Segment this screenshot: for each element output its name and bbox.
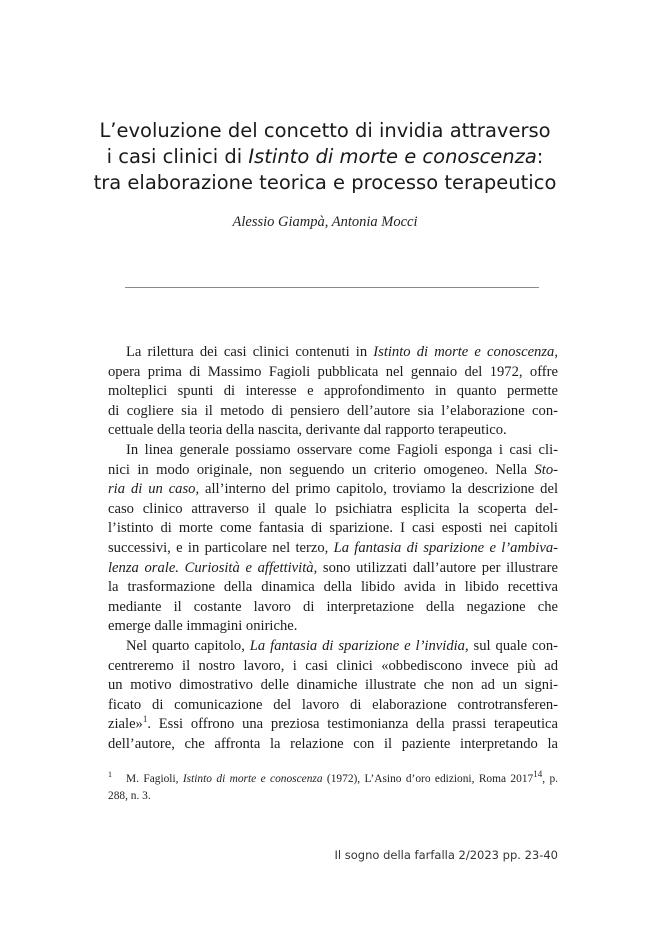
book-title: Istinto di morte e conoscenza: [248, 145, 537, 168]
text-run: M. Fagioli,: [126, 773, 183, 785]
body-line: cettuale della teoria della nascita, derivante dal rapporto terapeutico.: [108, 422, 507, 439]
footnote-line: 288, n. 3.: [108, 790, 151, 802]
body-line: l’istinto di morte come fantasia di sparizione. I casi esposti nei capitoli: [108, 520, 558, 537]
title-colon: :: [536, 145, 544, 168]
body-line: emerge dalle immagini oniriche.: [108, 618, 298, 635]
footnote-ref[interactable]: 1: [142, 714, 148, 725]
chapter-title: lenza orale. Curiosità e affettività: [108, 559, 314, 576]
paragraph-3: [108, 637, 558, 755]
paragraph-2: [108, 441, 558, 637]
text-run: Nel quarto capitolo,: [126, 637, 250, 654]
body-line: molteplici spunti di interesse e approfondimento in quanto permette: [108, 383, 558, 400]
text-run: ,: [554, 344, 558, 360]
title-line-2: [60, 144, 590, 170]
title-divider: [125, 287, 539, 288]
body-line: di cogliere sia il metodo di pensiero dell’autore sia l’elaborazione con-: [108, 402, 558, 419]
body-line: [108, 461, 558, 481]
body-line: centreremo il nostro lavoro, i casi clinici «obbediscono invece più ad: [108, 657, 558, 674]
text-run: (1972), L’Asino d’oro edizioni, Roma 2017: [322, 773, 534, 785]
body-line: dell’autore, che affronta la relazione con il paziente interpretando la: [108, 735, 558, 752]
book-title: Istinto di morte e conoscenza: [373, 344, 555, 360]
article-title: [60, 118, 590, 196]
body-line: un motivo dimostrativo delle dinamiche illustrate che non ad un signi-: [108, 677, 558, 694]
text-run: . Essi offrono una preziosa testimonianza della prassi terapeutica: [147, 716, 558, 733]
body-line: opera prima di Massimo Fagioli pubblicata nel gennaio del 1972, offre: [108, 363, 558, 380]
text-run: , all’interno del primo capitolo, troviamo la descrizione del: [195, 481, 558, 498]
title-line-1: L’evoluzione del concetto di invidia attraverso: [99, 119, 551, 142]
footnote: [108, 771, 558, 805]
text-run: ziale»: [108, 716, 143, 733]
body-line: ficato di comunicazione del lavoro di elaborazione controtransferen-: [108, 696, 558, 713]
text-run: nici in modo originale, non seguendo un criterio omogeneo. Nella: [108, 461, 535, 478]
body-line: [108, 343, 558, 363]
chapter-title: La fantasia di sparizione e l’ambiva-: [333, 539, 558, 556]
edition-superscript: 14: [533, 769, 543, 780]
text-run: , p.: [542, 773, 558, 785]
body-line: caso clinico attraverso il quale lo psichiatra esplicita la scoperta del-: [108, 500, 558, 517]
chapter-title: La fantasia di sparizione e l’invidia: [249, 637, 465, 654]
body-line: In linea generale possiamo osservare come Fagioli esponga i casi cli-: [126, 441, 558, 458]
book-title: Istinto di morte e conoscenza: [182, 773, 323, 785]
body-line: [108, 715, 558, 735]
title-line-2-text: i casi clinici di: [106, 145, 249, 168]
text-run: , sul quale con-: [464, 637, 558, 654]
footnote-line: 1 M. Fagioli, Istinto di morte e conoscenza (1972), L’Asino d’oro edizioni, Roma 2017$^{14}$, p.: [108, 769, 558, 785]
body-line: [108, 480, 558, 500]
title-line-3: tra elaborazione teorica e processo terapeutico: [93, 171, 557, 194]
section-title: ria di un caso: [108, 481, 196, 498]
journal-reference: Il sogno della farfalla 2/2023 pp. 23-40: [334, 848, 558, 862]
body-line: la trasformazione della dinamica della libido avida in libido recettiva: [108, 579, 558, 596]
paragraph-1: [108, 343, 558, 441]
section-title: Sto-: [534, 461, 558, 478]
body-line: [108, 637, 558, 657]
body-line: [108, 539, 558, 559]
body-line: mediante il costante lavoro di interpretazione della negazione che: [108, 598, 558, 615]
text-run: successivi, e in particolare nel terzo,: [108, 539, 334, 556]
article-body: [108, 343, 558, 754]
text-run: , sono utilizzati dall’autore per illustrare: [313, 559, 558, 576]
text-run: La rilettura dei casi clinici contenuti in: [126, 344, 374, 360]
authors: Alessio Giampà, Antonia Mocci: [232, 214, 418, 230]
body-line: [108, 559, 558, 579]
